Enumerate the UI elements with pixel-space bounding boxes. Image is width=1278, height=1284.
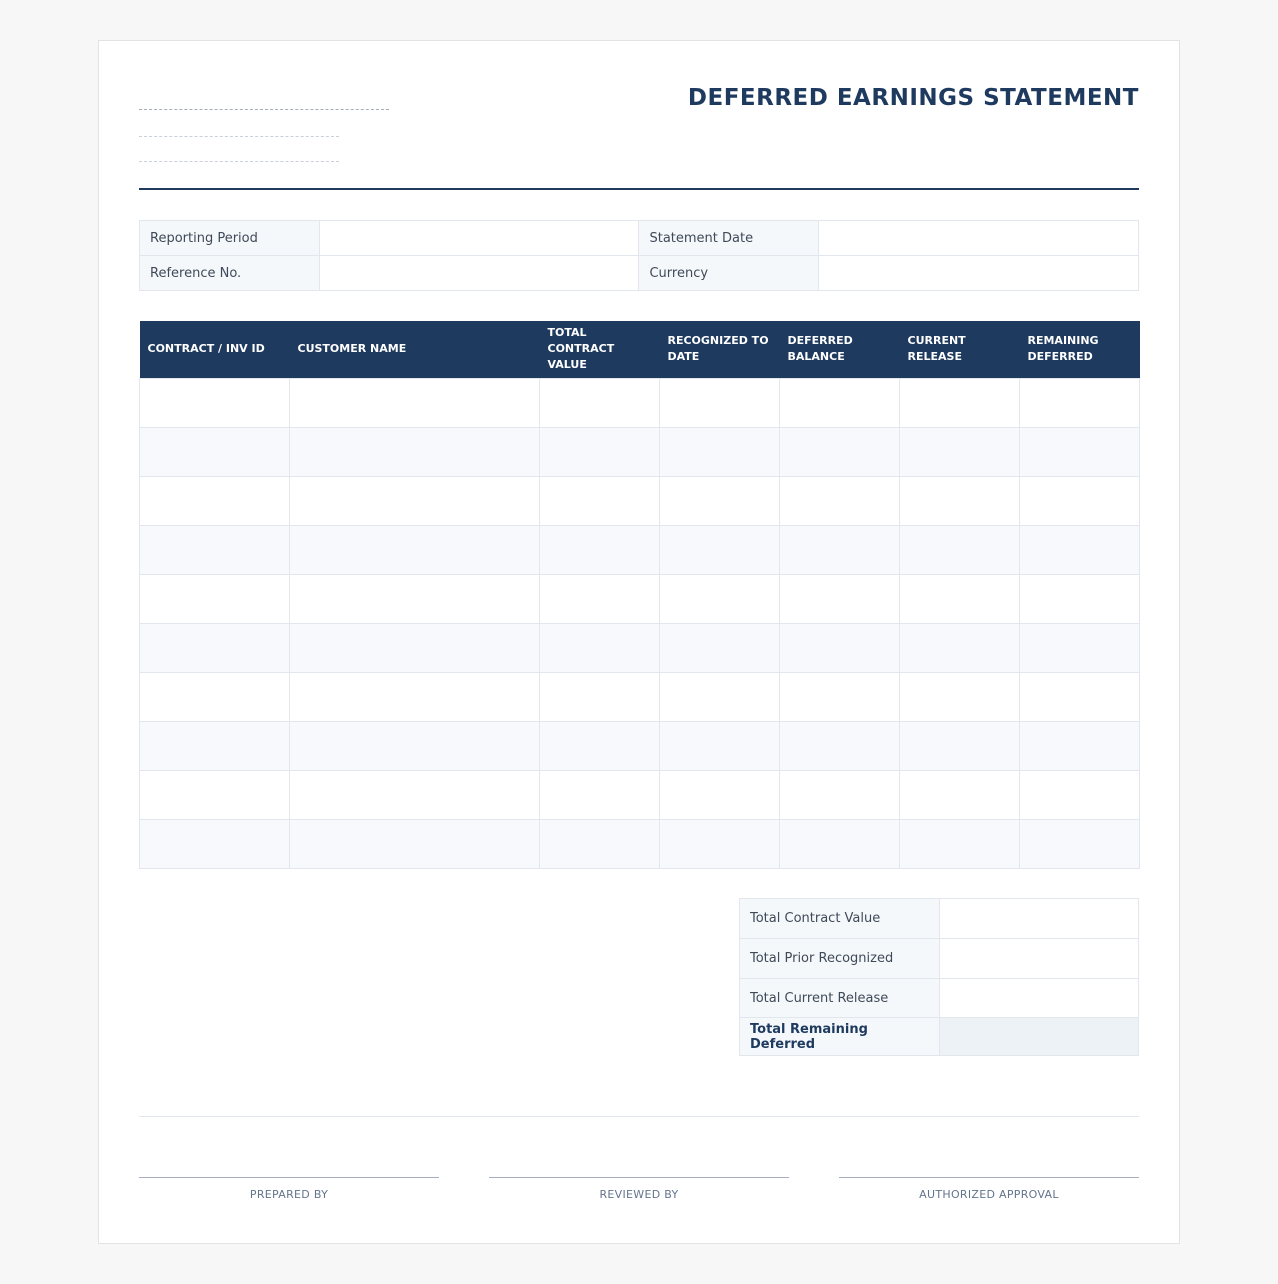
cell-deferred-balance[interactable] [780, 770, 900, 819]
cell-remaining-deferred[interactable] [1020, 525, 1140, 574]
total-prior-recognized-label: Total Prior Recognized [740, 939, 940, 979]
column-header-remaining-deferred: REMAINING DEFERRED [1020, 321, 1140, 378]
cell-remaining-deferred[interactable] [1020, 476, 1140, 525]
total-remaining-deferred-label: Total Remaining Deferred [740, 1018, 940, 1056]
cell-current-release[interactable] [900, 427, 1020, 476]
cell-customer-name[interactable] [290, 427, 540, 476]
table-row [140, 623, 1140, 672]
cell-customer-name[interactable] [290, 819, 540, 868]
cell-total-contract-value[interactable] [540, 770, 660, 819]
cell-current-release[interactable] [900, 378, 1020, 427]
reference-no-field[interactable] [319, 256, 639, 291]
meta-row [140, 256, 1139, 291]
cell-remaining-deferred[interactable] [1020, 721, 1140, 770]
currency-label: Currency [639, 256, 819, 291]
cell-deferred-balance[interactable] [780, 574, 900, 623]
deferred-earnings-table [139, 321, 1140, 869]
cell-remaining-deferred[interactable] [1020, 427, 1140, 476]
document-title: DEFERRED EARNINGS STATEMENT [687, 85, 1139, 111]
authorized-approval-signature-line[interactable] [839, 1177, 1139, 1201]
table-row [140, 378, 1140, 427]
total-remaining-deferred-field[interactable] [940, 1018, 1139, 1056]
totals-row-final [740, 1018, 1139, 1056]
cell-customer-name[interactable] [290, 574, 540, 623]
table-body [140, 378, 1140, 868]
totals-row [740, 939, 1139, 979]
column-header-customer-name: CUSTOMER NAME [290, 321, 540, 378]
cell-recognized-to-date[interactable] [660, 525, 780, 574]
cell-total-contract-value[interactable] [540, 427, 660, 476]
cell-contract-id[interactable] [140, 574, 290, 623]
cell-current-release[interactable] [900, 819, 1020, 868]
statement-meta-table [139, 220, 1139, 291]
meta-row [140, 221, 1139, 256]
reference-no-label: Reference No. [140, 256, 320, 291]
cell-remaining-deferred[interactable] [1020, 623, 1140, 672]
cell-deferred-balance[interactable] [780, 721, 900, 770]
total-contract-value-label: Total Contract Value [740, 899, 940, 939]
total-prior-recognized-field[interactable] [940, 939, 1139, 979]
cell-customer-name[interactable] [290, 378, 540, 427]
cell-deferred-balance[interactable] [780, 819, 900, 868]
cell-contract-id[interactable] [140, 378, 290, 427]
cell-total-contract-value[interactable] [540, 623, 660, 672]
cell-recognized-to-date[interactable] [660, 623, 780, 672]
cell-customer-name[interactable] [290, 770, 540, 819]
cell-contract-id[interactable] [140, 672, 290, 721]
cell-customer-name[interactable] [290, 721, 540, 770]
cell-recognized-to-date[interactable] [660, 378, 780, 427]
cell-total-contract-value[interactable] [540, 672, 660, 721]
table-row [140, 770, 1140, 819]
statement-date-field[interactable] [819, 221, 1139, 256]
table-header-row [140, 321, 1140, 378]
cell-deferred-balance[interactable] [780, 427, 900, 476]
cell-total-contract-value[interactable] [540, 574, 660, 623]
cell-customer-name[interactable] [290, 672, 540, 721]
document-header [139, 41, 1139, 190]
cell-deferred-balance[interactable] [780, 672, 900, 721]
reporting-period-field[interactable] [319, 221, 639, 256]
totals-table [739, 898, 1139, 1056]
cell-total-contract-value[interactable] [540, 378, 660, 427]
cell-recognized-to-date[interactable] [660, 574, 780, 623]
cell-recognized-to-date[interactable] [660, 721, 780, 770]
column-header-deferred-balance: DEFERRED BALANCE [780, 321, 900, 378]
cell-recognized-to-date[interactable] [660, 476, 780, 525]
company-contact-line[interactable] [139, 161, 339, 162]
column-header-current-release: CURRENT RELEASE [900, 321, 1020, 378]
cell-total-contract-value[interactable] [540, 721, 660, 770]
table-row [140, 819, 1140, 868]
cell-deferred-balance[interactable] [780, 623, 900, 672]
cell-deferred-balance[interactable] [780, 476, 900, 525]
prepared-by-label: PREPARED BY [249, 1188, 329, 1201]
statement-page [98, 40, 1180, 1244]
table-row [140, 574, 1140, 623]
total-contract-value-field[interactable] [940, 899, 1139, 939]
currency-field[interactable] [819, 256, 1139, 291]
cell-contract-id[interactable] [140, 525, 290, 574]
cell-contract-id[interactable] [140, 721, 290, 770]
cell-remaining-deferred[interactable] [1020, 770, 1140, 819]
cell-recognized-to-date[interactable] [660, 672, 780, 721]
footer-divider [139, 1116, 1139, 1117]
cell-contract-id[interactable] [140, 819, 290, 868]
table-row [140, 672, 1140, 721]
cell-contract-id[interactable] [140, 623, 290, 672]
cell-current-release[interactable] [900, 770, 1020, 819]
cell-contract-id[interactable] [140, 770, 290, 819]
cell-current-release[interactable] [900, 623, 1020, 672]
cell-customer-name[interactable] [290, 525, 540, 574]
cell-recognized-to-date[interactable] [660, 427, 780, 476]
totals-row [740, 899, 1139, 939]
cell-total-contract-value[interactable] [540, 476, 660, 525]
cell-contract-id[interactable] [140, 476, 290, 525]
cell-customer-name[interactable] [290, 476, 540, 525]
cell-remaining-deferred[interactable] [1020, 672, 1140, 721]
cell-current-release[interactable] [900, 672, 1020, 721]
cell-current-release[interactable] [900, 525, 1020, 574]
company-name-line[interactable] [139, 109, 389, 110]
table-row [140, 525, 1140, 574]
cell-total-contract-value[interactable] [540, 525, 660, 574]
cell-deferred-balance[interactable] [780, 525, 900, 574]
table-row [140, 721, 1140, 770]
total-current-release-label: Total Current Release [740, 979, 940, 1018]
table-row [140, 427, 1140, 476]
company-address-line[interactable] [139, 136, 339, 137]
reporting-period-label: Reporting Period [140, 221, 320, 256]
column-header-total-contract-value: TOTAL CONTRACT VALUE [540, 321, 660, 378]
totals-row [740, 979, 1139, 1018]
cell-contract-id[interactable] [140, 427, 290, 476]
cell-current-release[interactable] [900, 721, 1020, 770]
column-header-contract-id: CONTRACT / INV ID [140, 321, 290, 378]
cell-customer-name[interactable] [290, 623, 540, 672]
cell-remaining-deferred[interactable] [1020, 378, 1140, 427]
cell-current-release[interactable] [900, 476, 1020, 525]
reviewed-by-signature-line[interactable] [489, 1177, 789, 1201]
cell-remaining-deferred[interactable] [1020, 574, 1140, 623]
total-current-release-field[interactable] [940, 979, 1139, 1018]
cell-total-contract-value[interactable] [540, 819, 660, 868]
statement-date-label: Statement Date [639, 221, 819, 256]
cell-recognized-to-date[interactable] [660, 770, 780, 819]
prepared-by-signature-line[interactable] [139, 1177, 439, 1201]
cell-deferred-balance[interactable] [780, 378, 900, 427]
reviewed-by-label: REVIEWED BY [599, 1188, 679, 1201]
authorized-approval-label: AUTHORIZED APPROVAL [919, 1188, 1059, 1201]
cell-recognized-to-date[interactable] [660, 819, 780, 868]
column-header-recognized-to-date: RECOGNIZED TO DATE [660, 321, 780, 378]
cell-current-release[interactable] [900, 574, 1020, 623]
cell-remaining-deferred[interactable] [1020, 819, 1140, 868]
table-row [140, 476, 1140, 525]
